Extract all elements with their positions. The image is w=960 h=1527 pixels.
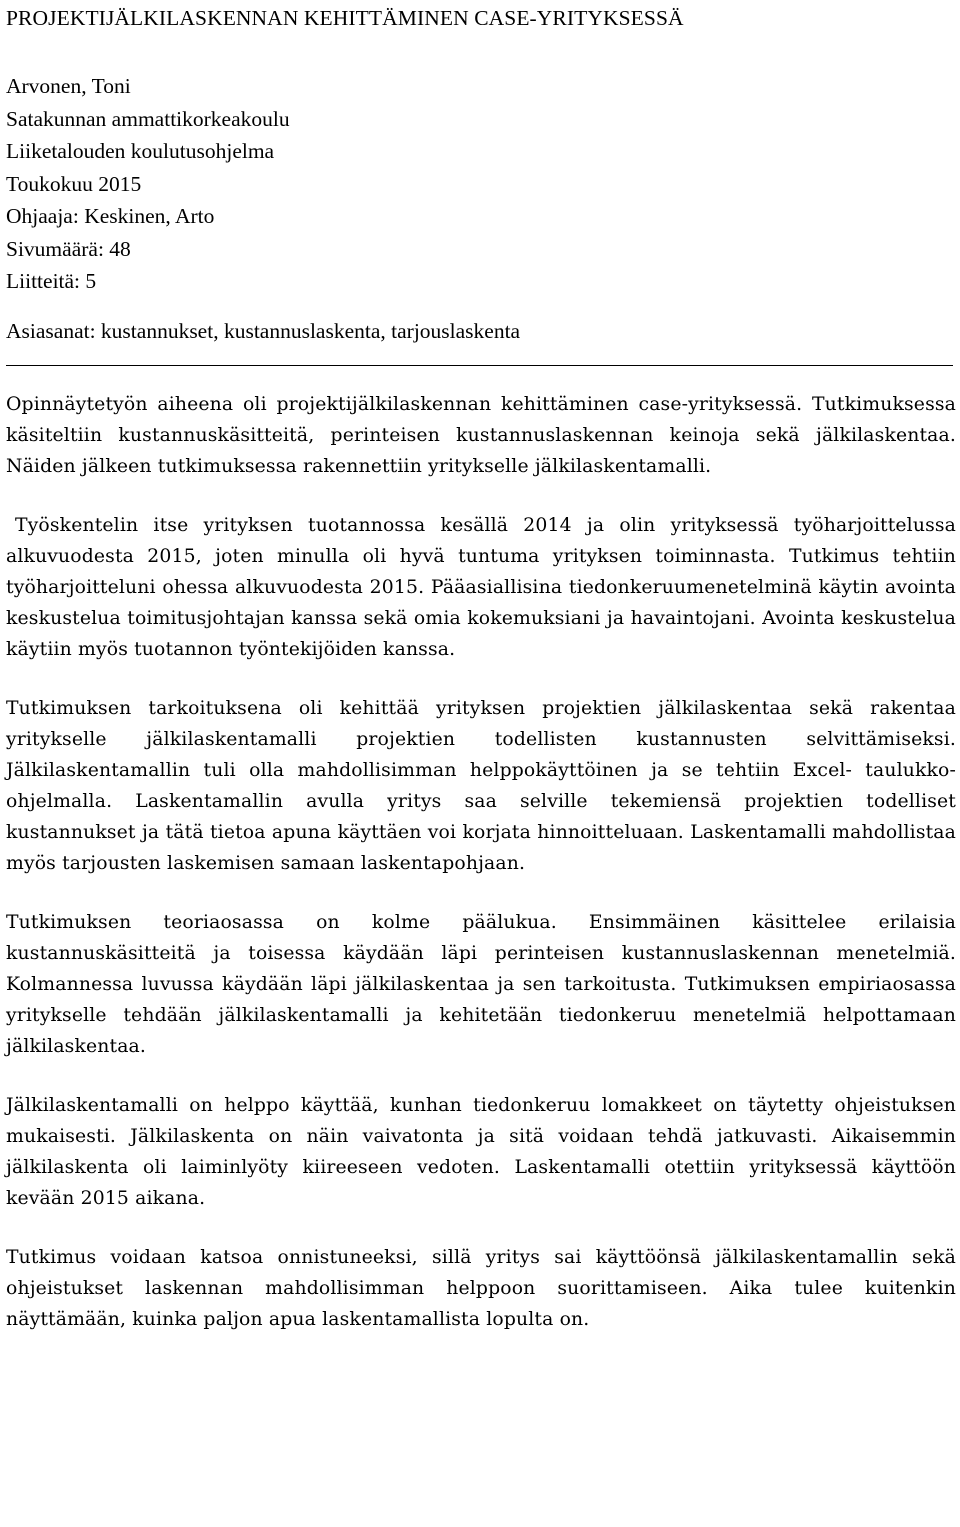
abstract-paragraph-6: Tutkimus voidaan katsoa onnistuneeksi, sillä yritys sai käyttöönsä jälkilaskentamallin sekä ohjeistukset laskennan mahdollisimman helppoon suorittamiseen. Aika tulee kuitenkin näyttämään, kuinka paljon apua laskentamallista lopulta on. — [6, 1246, 956, 1330]
abstract-paragraph-1: Opinnäytetyön aiheena oli projektijälkilaskennan kehittäminen case-yrityksessä. Tutkimuksessa käsiteltiin kustannuskäsitteitä, perinteisen kustannuslaskennan keinoja sekä jälkilaskentaa. Näiden jälkeen tutkimuksessa rakennettiin yritykselle jälkilaskentamalli. — [6, 393, 956, 477]
author: Arvonen, Toni — [6, 74, 131, 98]
abstract-paragraph-3: Tutkimuksen tarkoituksena oli kehittää yrityksen projektien jälkilaskentaa sekä rakentaa yritykselle jälkilaskentamalli projektien todellisten kustannusten selvittämiseksi. Jälkilaskentamallin tuli olla mahdollisimman helppokäyttöinen ja se tehtiin Excel- taulukko-ohjelmalla. Laskentamallin avulla yritys saa selville tekemiensä projektien todelliset kustannukset ja tätä tietoa apuna käyttäen voi korjata hinnoitteluaan. Laskentamalli mahdollistaa myös tarjousten laskemisen samaan laskentapohjaan. — [6, 697, 956, 874]
abstract-paragraph-5: Jälkilaskentamalli on helppo käyttää, kunhan tiedonkeruu lomakkeet on täytetty ohjeistuksen mukaisesti. Jälkilaskenta on näin vaivatonta ja sitä voidaan tehdä jatkuvasti. Aikaisemmin jälkilaskenta oli laiminlyöty kiireeseen vedoten. Laskentamalli otettiin yrityksessä käyttöön kevään 2015 aikana. — [6, 1094, 956, 1209]
abstract-body — [6, 389, 956, 1335]
separator-line — [6, 365, 953, 366]
institution: Satakunnan ammattikorkeakoulu — [6, 106, 290, 131]
abstract-paragraph-2: Työskentelin itse yrityksen tuotannossa kesällä 2014 ja olin yrityksessä työharjoittelussa alkuvuodesta 2015, joten minulla oli hyvä tuntuma yrityksen toiminnasta. Tutkimus tehtiin työharjoitteluni ohessa alkuvuodesta 2015. Pääasiallisina tiedonkeruumenetelminä käytin avointa keskustelua toimitusjohtajan kanssa sekä omia kokemuksiani ja havaintojani. Avointa keskustelua käytiin myös tuotannon työntekijöiden kanssa. — [6, 514, 956, 660]
document-title: PROJEKTIJÄLKILASKENNAN KEHITTÄMINEN CASE-YRITYKSESSÄ — [6, 6, 684, 30]
degree-programme: Liiketalouden koulutusohjelma — [6, 139, 275, 163]
thesis-metadata — [6, 70, 956, 298]
appendix-count: Liitteitä: 5 — [6, 269, 97, 293]
abstract-paragraph-4: Tutkimuksen teoriaosassa on kolme päälukua. Ensimmäinen käsittelee erilaisia kustannuskäsitteitä ja toisessa käydään läpi perinteisen kustannuslaskennan menetelmiä. Kolmannessa luvussa käydään läpi jälkilaskentaa ja sen tarkoitusta. Tutkimuksen empiriaosassa yritykselle tehdään jälkilaskentamalli ja kehitetään tiedonkeruu menetelmiä helpottamaan jälkilaskentaa. — [6, 911, 956, 1057]
date: Toukokuu 2015 — [6, 171, 142, 196]
document-page — [6, 0, 956, 1335]
keywords: Asiasanat: kustannukset, kustannuslaskenta, tarjouslaskenta — [6, 318, 521, 343]
supervisor: Ohjaaja: Keskinen, Arto — [6, 204, 215, 228]
page-count: Sivumäärä: 48 — [6, 236, 131, 261]
